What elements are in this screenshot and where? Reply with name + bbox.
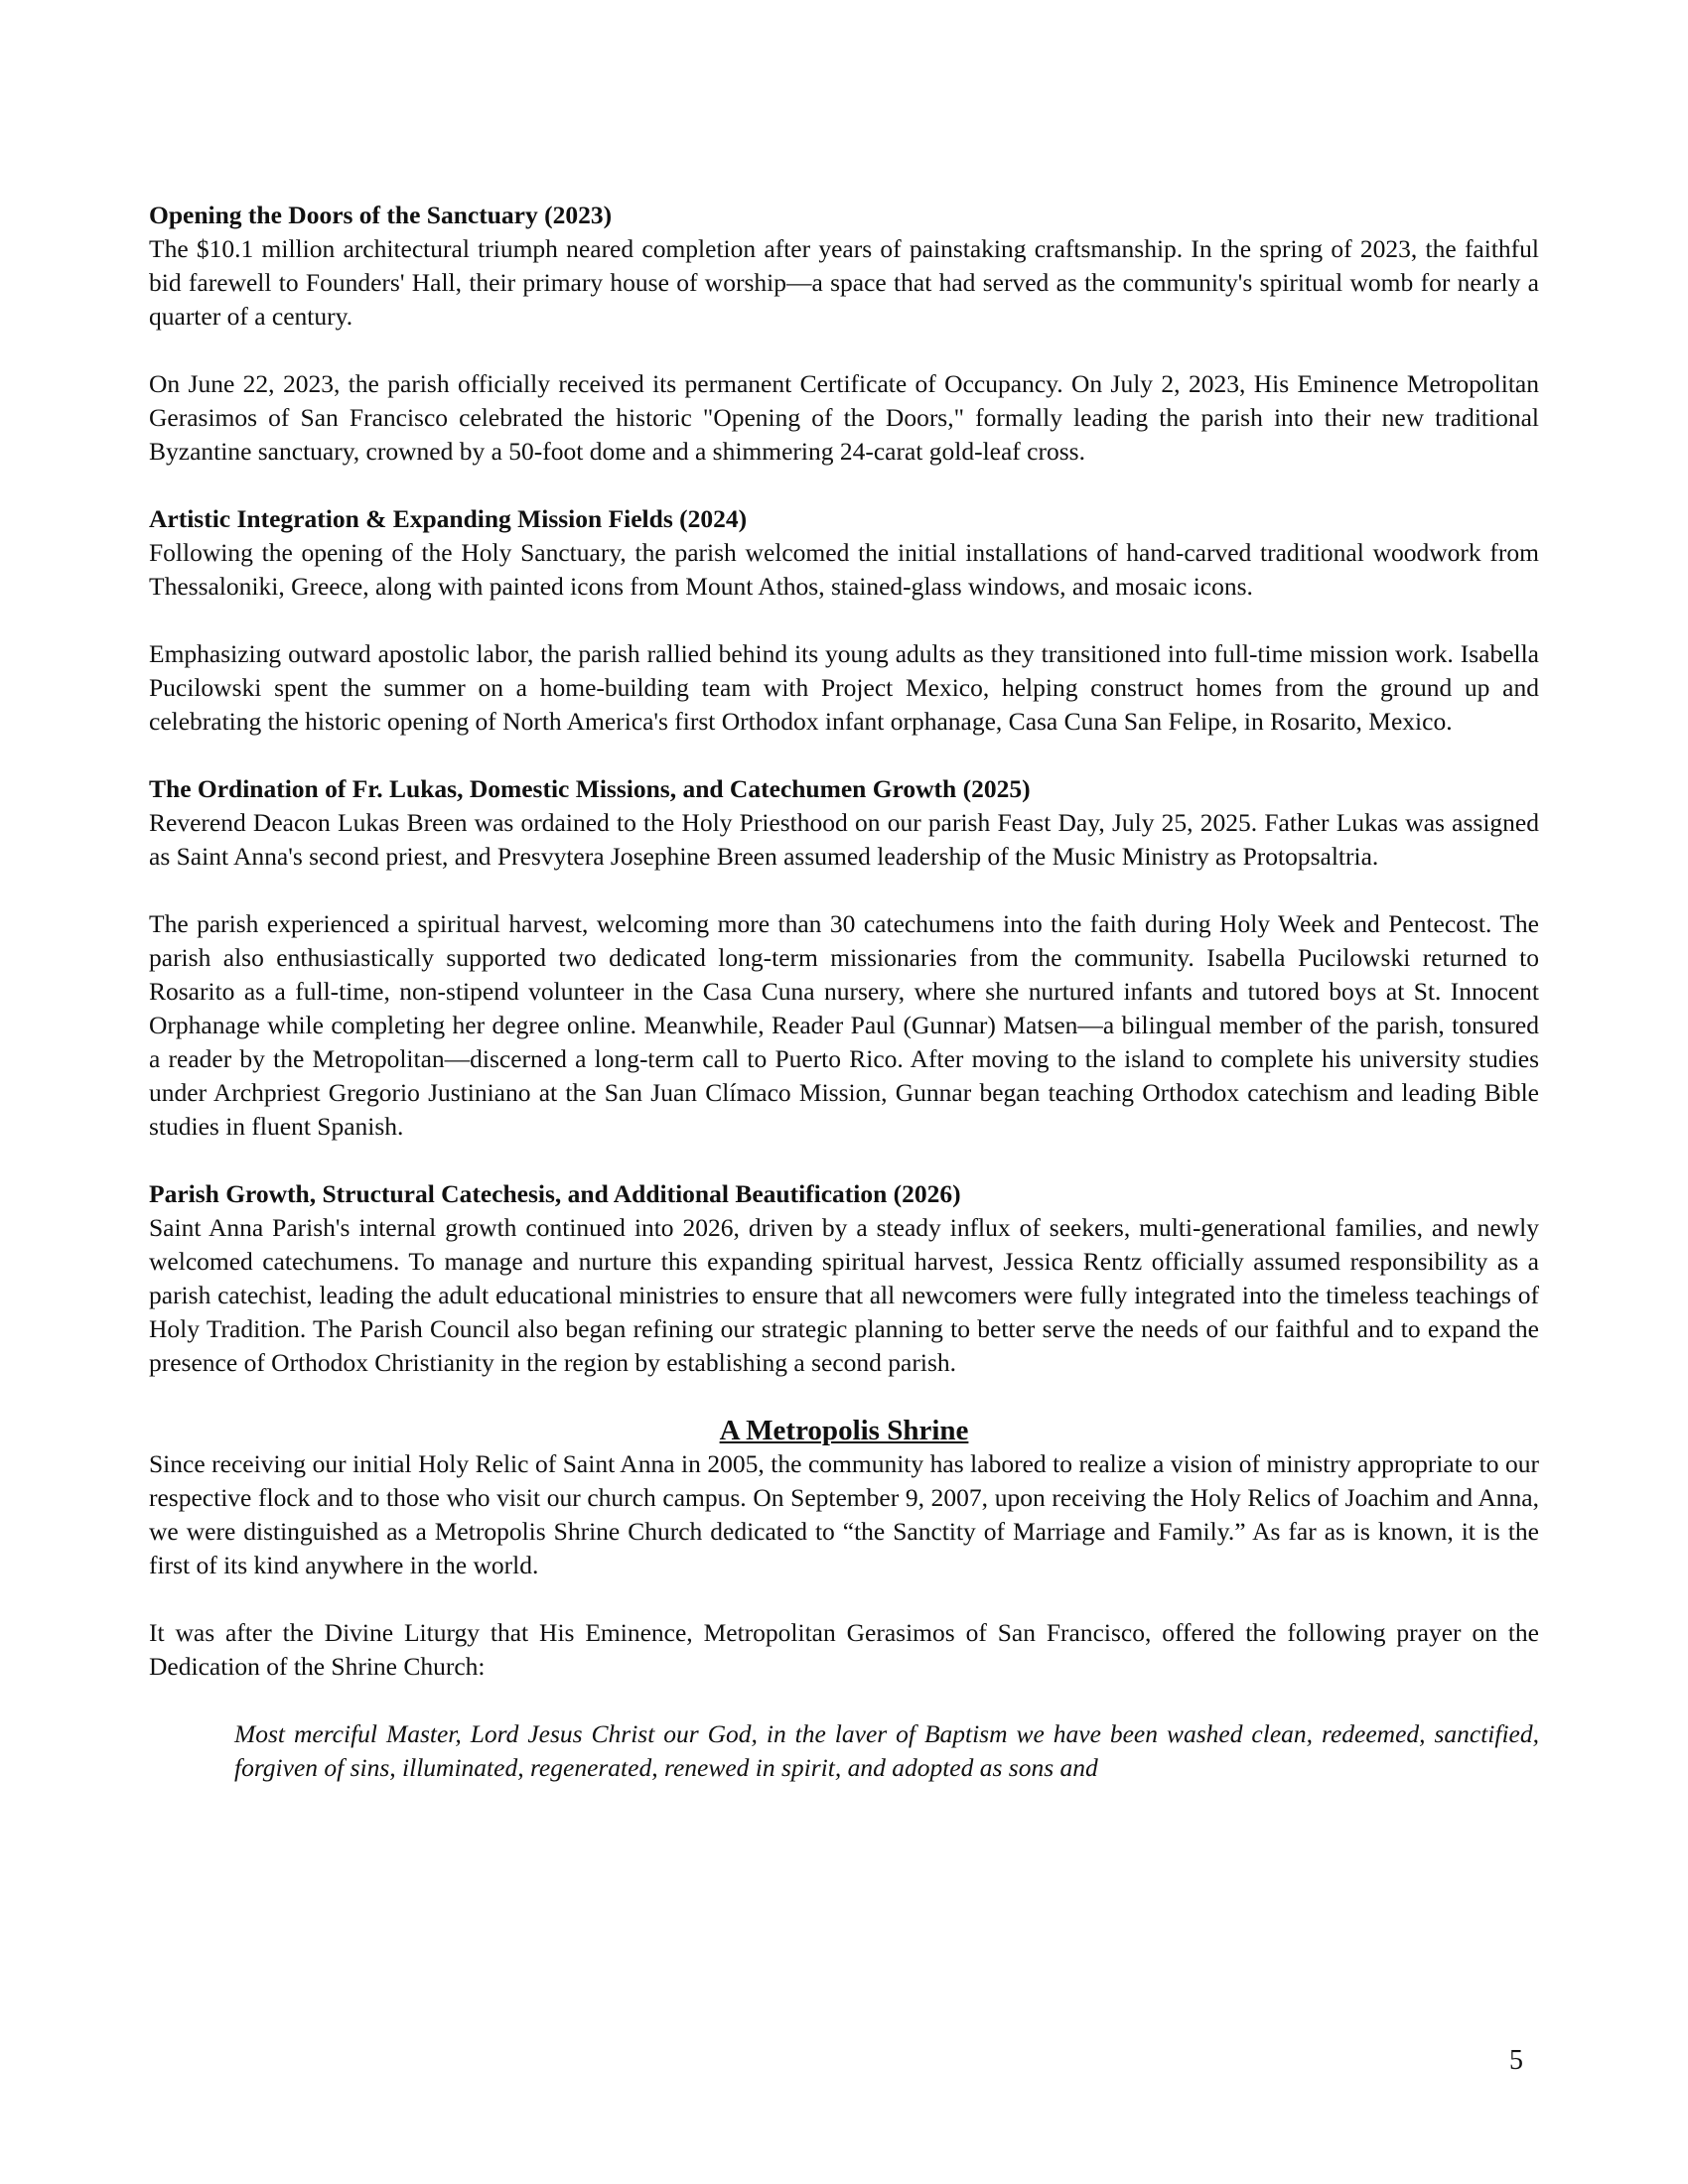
paragraph: Following the opening of the Holy Sanctuary, the parish welcomed the initial installations of hand-carved traditional woodwork from Thessaloniki, Greece, along with painted icons from Mount Athos, stained-glass windows, and mosaic icons. bbox=[149, 538, 1539, 601]
paragraph: On June 22, 2023, the parish officially received its permanent Certificate of Occupancy. On July 2, 2023, His Eminence Metropolitan Gerasimos of San Francisco celebrated the historic "Opening of the Doors," formally leading the parish into their new traditional Byzantine sanctuary, crowned by a 50-foot dome and a shimmering 24-carat gold-leaf cross. bbox=[149, 369, 1539, 466]
document-page bbox=[149, 199, 1539, 1819]
section-heading: Parish Growth, Structural Catechesis, and Additional Beautification (2026) bbox=[149, 1179, 961, 1208]
paragraph: Emphasizing outward apostolic labor, the parish rallied behind its young adults as they transitioned into full-time mission work. Isabella Pucilowski spent the summer on a home-building team with Project Mexico, helping construct homes from the ground up and celebrating the historic opening of North America's first Orthodox infant orphanage, Casa Cuna San Felipe, in Rosarito, Mexico. bbox=[149, 639, 1539, 736]
section-2025 bbox=[149, 772, 1539, 1144]
paragraph: The parish experienced a spiritual harvest, welcoming more than 30 catechumens into the faith during Holy Week and Pentecost. The parish also enthusiastically supported two dedicated long-term missionaries from the community. Isabella Pucilowski returned to Rosarito as a full-time, non-stipend volunteer in the Casa Cuna nursery, where she nurtured infants and tutored boys at St. Innocent Orphanage while completing her degree online. Meanwhile, Reader Paul (Gunnar) Matsen—a bilingual member of the parish, tonsured a reader by the Metropolitan—discerned a long-term call to Puerto Rico. After moving to the island to complete his university studies under Archpriest Gregorio Justiniano at the San Juan Clímaco Mission, Gunnar began teaching Orthodox catechism and leading Bible studies in fluent Spanish. bbox=[149, 909, 1539, 1141]
shrine-title: A Metropolis Shrine bbox=[719, 1415, 969, 1446]
paragraph: Since receiving our initial Holy Relic of Saint Anna in 2005, the community has labored to realize a vision of ministry appropriate to our respective flock and to those who visit our church campus. On September 9, 2007, upon receiving the Holy Relics of Joachim and Anna, we were distinguished as a Metropolis Shrine Church dedicated to “the Sanctity of Marriage and Family.” As far as is known, it is the first of its kind anywhere in the world. bbox=[149, 1449, 1539, 1579]
section-heading: The Ordination of Fr. Lukas, Domestic Missions, and Catechumen Growth (2025) bbox=[149, 774, 1031, 803]
paragraph: Saint Anna Parish's internal growth continued into 2026, driven by a steady influx of seekers, multi-generational families, and newly welcomed catechumens. To manage and nurture this expanding spiritual harvest, Jessica Rentz officially assumed responsibility as a parish catechist, leading the adult educational ministries to ensure that all newcomers were fully integrated into the timeless teachings of Holy Tradition. The Parish Council also began refining our strategic planning to better serve the needs of our faithful and to expand the presence of Orthodox Christianity in the region by establishing a second parish. bbox=[149, 1213, 1539, 1377]
section-2024 bbox=[149, 502, 1539, 739]
paragraph: The $10.1 million architectural triumph neared completion after years of painstaking craftsmanship. In the spring of 2023, the faithful bid farewell to Founders' Hall, their primary house of worship—a space that had served as the community's spiritual womb for nearly a quarter of a century. bbox=[149, 234, 1539, 331]
section-heading: Opening the Doors of the Sanctuary (2023) bbox=[149, 201, 613, 229]
section-2026 bbox=[149, 1177, 1539, 1380]
shrine-section bbox=[149, 1414, 1539, 1785]
section-heading: Artistic Integration & Expanding Mission Fields (2024) bbox=[149, 504, 748, 533]
paragraph: Reverend Deacon Lukas Breen was ordained to the Holy Priesthood on our parish Feast Day, July 25, 2025. Father Lukas was assigned as Saint Anna's second priest, and Presvytera Josephine Breen assumed leadership of the Music Ministry as Protopsaltria. bbox=[149, 808, 1539, 871]
paragraph: It was after the Divine Liturgy that His Eminence, Metropolitan Gerasimos of San Francisco, offered the following prayer on the Dedication of the Shrine Church: bbox=[149, 1618, 1539, 1681]
page-number: 5 bbox=[1509, 2045, 1523, 2076]
dedication-prayer: Most merciful Master, Lord Jesus Christ our God, in the laver of Baptism we have been washed clean, redeemed, sanctified, forgiven of sins, illuminated, regenerated, renewed in spirit, and adopted as sons and bbox=[234, 1719, 1539, 1782]
section-2023 bbox=[149, 199, 1539, 469]
